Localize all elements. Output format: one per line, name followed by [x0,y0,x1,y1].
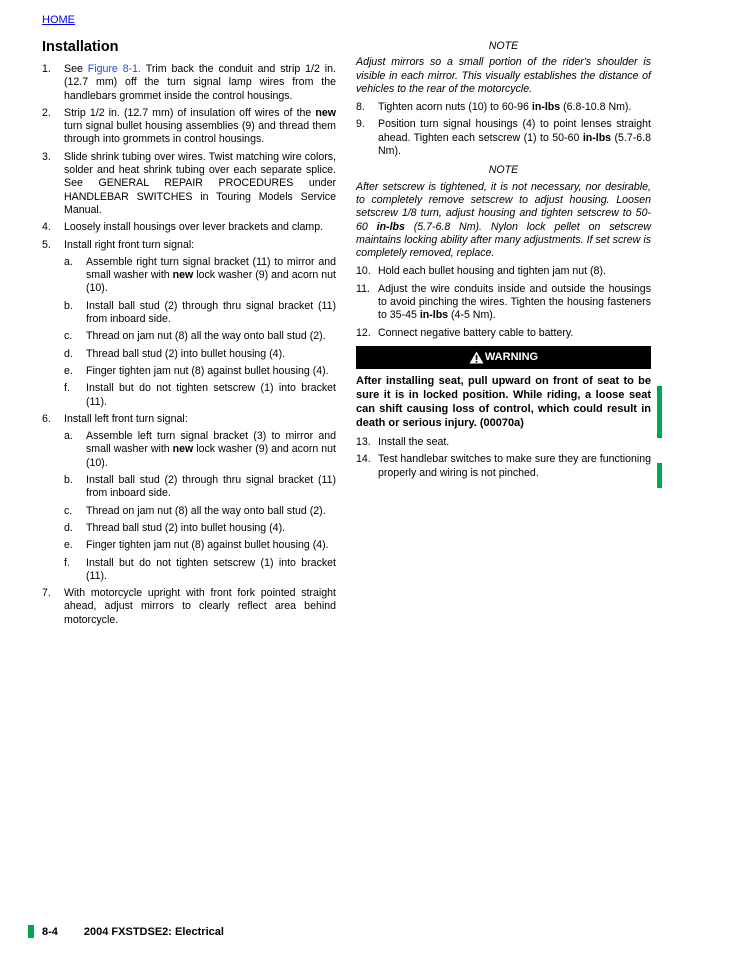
bold-text: in-lbs [376,220,405,233]
step-number: 12. [356,326,371,339]
footer-change-bar [28,925,34,938]
page-footer [28,925,224,938]
step-number: 10. [356,265,371,278]
substep-5d [42,348,336,361]
step-number: 6. [42,412,51,425]
step-number: 1. [42,63,51,75]
warning-banner [356,346,651,369]
step-text: Connect negative battery cable to battery. [378,326,574,339]
warning-text: After installing seat, pull upward on front of seat to be sure it is in locked position. While riding, a loose seat can shift causing loss of control, which could result in death or serious injury. (00070a) [356,374,651,429]
bold-text: new [172,269,194,282]
step-2 [42,107,336,147]
step-number: 11. [356,282,370,295]
substep-5a [42,256,336,296]
step-text: Position turn signal housings (4) to point lenses straight ahead. Tighten each setscrew (1) to 50-60 [378,118,651,144]
change-bar [657,463,662,488]
substep-text: Finger tighten jam nut (8) against bullet housing (4). [86,364,329,377]
step-number: 8. [356,101,365,114]
step-number: 13. [356,435,371,448]
substep-text: Assemble right turn signal bracket (11) to mirror and small washer with [86,255,336,282]
substep-letter: f. [64,382,70,395]
substep-text: lock washer (9) and acorn nut (10). [86,269,336,295]
bold-text: in-lbs [419,309,449,322]
step-number: 7. [42,587,51,600]
bold-text: in-lbs [582,131,612,144]
substep-letter: f. [64,556,70,569]
substep-6e [42,539,336,552]
step-1 [42,63,336,103]
substep-6c [42,505,336,518]
substep-letter: d. [64,521,73,534]
note-body: Adjust mirrors so a small portion of the rider's shoulder is visible in each mirror. This visually establishes the distance of vehicles to the rear of the motorcycle. [356,56,651,95]
figure-link[interactable]: Figure 8-1. [87,63,142,75]
step-text: Install right front turn signal: [64,238,195,251]
step-text: With motorcycle upright with front fork pointed straight ahead, adjust mirrors to clearly reflect area behind motorcycle. [64,587,336,626]
substep-text: Finger tighten jam nut (8) against bullet housing (4). [86,539,329,552]
substep-letter: a. [64,430,73,443]
substep-5f [42,382,336,409]
note-body [356,181,651,261]
substep-text: Install but do not tighten setscrew (1) into bracket (11). [86,556,336,582]
substep-6b [42,474,336,501]
warning-triangle-icon [469,351,484,364]
step-number: 14. [356,453,371,466]
step-number: 2. [42,106,51,119]
step-14 [356,453,651,480]
step-text: Tighten acorn nuts (10) to 60-96 [378,101,532,114]
substep-5e [42,365,336,378]
step-text: Loosely install housings over lever brackets and clamp. [64,221,324,234]
substep-6d [42,522,336,535]
substep-text: Thread on jam nut (8) all the way onto ball stud (2). [86,330,326,343]
bold-text: new [172,443,194,456]
substep-5b [42,300,336,327]
step-6 [42,413,336,426]
step-11 [356,283,651,323]
substep-text: Install but do not tighten setscrew (1) into bracket (11). [86,382,336,408]
note-heading: NOTE [488,40,519,52]
step-text: Hold each bullet housing and tighten jam nut (8). [378,265,606,278]
left-column [42,63,336,631]
warning-label: WARNING [484,350,539,363]
footer-title: 2004 FXSTDSE2: Electrical [83,925,224,938]
substep-5c [42,330,336,343]
section-title: Installation [42,39,119,55]
substep-text: Assemble left turn signal bracket (3) to mirror and small washer with [86,430,336,456]
substep-text: Install ball stud (2) through thru signal bracket (11) from inboard side. [86,299,336,326]
step-text: Test handlebar switches to make sure they are functioning properly and wiring is not pinched. [378,453,651,479]
note-heading: NOTE [488,164,519,177]
step-text: Slide shrink tubing over wires. Twist matching wire colors, solder and heat shrink tubing over each separate splice. See GENERAL REPAIR PROCEDURES under HANDLEBAR SWITCHES in Touring Models Service Manual. [64,150,336,216]
substep-text: lock washer (9) and acorn nut (10). [86,443,336,469]
step-7 [42,587,336,627]
step-text: Adjust the wire conduits inside and outside the housings to avoid pinching the wires. Tighten the housing fasteners to 35-45 [378,282,651,322]
step-text: Install the seat. [378,435,450,448]
bold-text: new [315,106,336,119]
note-text: After setscrew is tightened, it is not necessary, nor desirable, to completely remove setscrew to adjust housing. Loosen setscrew 1/8 turn, adjust housing and tighten setscrew to 50-60 [356,180,651,233]
substep-letter: a. [64,255,73,268]
step-13 [356,436,651,449]
substep-letter: d. [64,347,73,360]
change-bar [657,386,662,438]
substep-text: Thread ball stud (2) into bullet housing (4). [86,347,286,360]
step-4 [42,221,336,234]
step-text: Trim back the conduit and strip 1/2 in. (12.7 mm) off the turn signal lamp wires from the handlebars grommet inside the control housings. [64,63,337,102]
home-link[interactable]: HOME [42,14,75,26]
substep-6a [42,430,336,470]
step-text: (5.7-6.8 Nm). [378,131,652,158]
substep-letter: b. [64,299,73,312]
step-text: (4-5 Nm). [448,309,496,322]
step-number: 9. [356,118,365,131]
step-9 [356,118,651,158]
substep-text: Install ball stud (2) through thru signal bracket (11) from inboard side. [86,474,336,500]
step-12 [356,327,651,340]
step-8 [356,101,651,114]
step-text: (6.8-10.8 Nm). [560,101,632,114]
page-number: 8-4 [42,925,58,938]
step-10 [356,265,651,278]
substep-6f [42,557,336,584]
bold-text: in-lbs [531,101,561,114]
step-5 [42,239,336,252]
substep-letter: b. [64,474,73,487]
step-text: turn signal bullet housing assemblies (9) and thread them through into grommets in control housings. [64,120,336,146]
substep-letter: c. [64,330,73,343]
substep-letter: e. [64,539,73,552]
step-text: Install left front turn signal: [64,412,188,425]
step-number: 3. [42,150,51,163]
step-number: 4. [42,221,51,234]
substep-letter: c. [64,504,73,517]
substep-text: Thread on jam nut (8) all the way onto ball stud (2). [86,504,326,517]
right-column [356,40,651,484]
step-3 [42,151,336,217]
note-text: (5.7-6.8 Nm). Nylon lock pellet on setscrew maintains locking ability after many adjustments. If set screw is completely removed, replace. [356,220,651,260]
substep-text: Thread ball stud (2) into bullet housing (4). [86,521,286,534]
step-text: See [64,63,88,75]
step-number: 5. [42,238,51,251]
substep-letter: e. [64,364,73,377]
step-text: Strip 1/2 in. (12.7 mm) of insulation off wires of the [64,106,316,119]
